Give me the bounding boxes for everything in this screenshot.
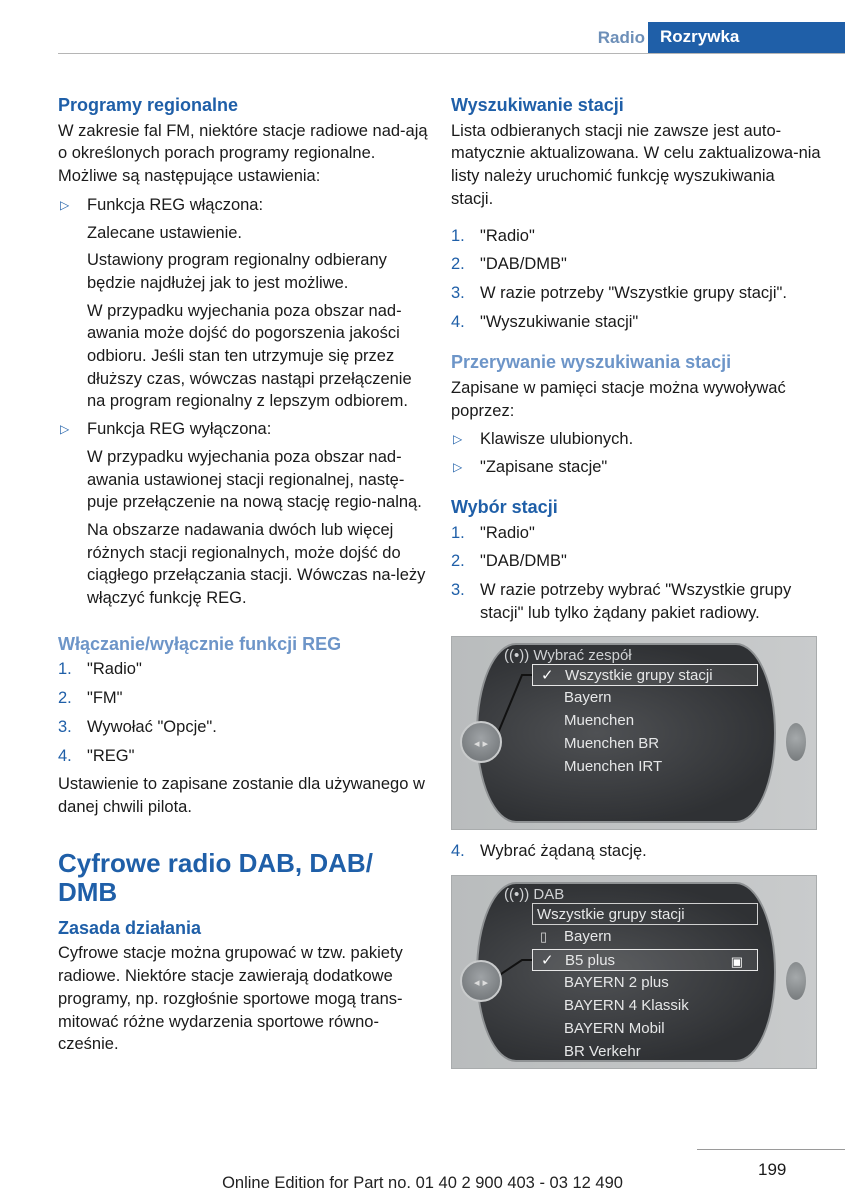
step-item: 2. "DAB/DMB"	[451, 255, 567, 274]
menu-item[interactable]: Muenchen	[564, 712, 635, 730]
sub-paragraph: W przypadku wyjechania poza obszar nad-awania ustawionej stacji regionalnej, nastę-puje przełączenie na nową stację regio-nalną.	[87, 447, 422, 512]
heading-search: Wyszukiwanie stacji	[451, 95, 624, 115]
side-knob-icon	[784, 960, 808, 1002]
bullet-item: ▷ Klawisze ulubionych.	[451, 428, 821, 451]
left-column	[58, 90, 428, 1062]
screen-title: ((•)) DAB	[504, 886, 565, 904]
triangle-bullet-icon: ▷	[453, 460, 463, 475]
menu-item[interactable]: ▯ Bayern	[540, 928, 612, 946]
bullet-item: ▷ "Zapisane stacje"	[451, 456, 821, 479]
heading-regional: Programy regionalne	[58, 95, 239, 115]
callout-line	[452, 637, 817, 830]
idrive-screenshot-ensemble	[451, 636, 817, 830]
menu-item[interactable]: BR Verkehr	[564, 1043, 641, 1061]
page-number-rule	[697, 1149, 845, 1150]
header-rule	[58, 53, 845, 54]
menu-item[interactable]: BAYERN Mobil	[564, 1020, 665, 1038]
triangle-bullet-icon: ▷	[60, 197, 70, 212]
step-item: 3. W razie potrzeby wybrać "Wszystkie grupy stacji" lub tylko żądany pakiet radiowy.	[451, 580, 792, 622]
menu-item-selected[interactable]: ✓ B5 plus ▣	[532, 949, 758, 971]
radio-signal-icon: ((•))	[504, 886, 530, 904]
paragraph: Lista odbieranych stacji nie zawsze jest auto-matycznie aktualizowana. W celu zaktualizowa-nia listy należy uruchomić funkcję wyszukiwania stacji.	[451, 121, 821, 208]
triangle-bullet-icon: ▷	[60, 422, 70, 437]
sub-paragraph: Na obszarze nadawania dwóch lub więcej różnych stacji regionalnych, może dojść do ciągłego przełączania stacji. Wówczas na-leży włączyć funkcję REG.	[87, 520, 426, 608]
right-column	[451, 90, 821, 1079]
page-number: 199	[758, 1160, 787, 1179]
step-item: 4. Wybrać żądaną stację.	[451, 842, 647, 861]
running-header-section: Radio	[597, 28, 645, 47]
idrive-screenshot-dab	[451, 875, 817, 1069]
step-item: 2. "DAB/DMB"	[451, 552, 567, 571]
check-icon: ✓	[541, 667, 554, 685]
triangle-bullet-icon: ▷	[453, 432, 463, 447]
bullet-item: ▷ Funkcja REG włączona:	[58, 194, 428, 217]
paragraph: Cyfrowe stacje można grupować w tzw. pakiety radiowe. Niektóre stacje zawierają dodatkowe programy, np. rozgłośnie sportowe mogą trans-mitować różne wydarzenia sportowe równo-cześnie.	[58, 944, 403, 1054]
paragraph: Zapisane w pamięci stacje można wywoływać poprzez:	[451, 379, 786, 420]
running-header-chapter: Rozrywka	[648, 22, 845, 53]
controller-knob-icon: ◂ ▸	[460, 960, 502, 1002]
folder-icon: ▯	[540, 929, 548, 945]
menu-item[interactable]: Bayern	[564, 689, 612, 707]
step-item: 1. "Radio"	[58, 660, 142, 679]
steps-list	[58, 658, 428, 767]
step-item: 2. "FM"	[58, 689, 123, 708]
sub-paragraph: Ustawiony program regionalny odbierany będzie najdłużej jak to jest możliwe.	[87, 251, 387, 292]
slideshow-icon: ▣	[730, 954, 743, 970]
controller-knob-icon: ◂ ▸	[460, 721, 502, 763]
step-item: 3. W razie potrzeby "Wszystkie grupy stacji".	[451, 283, 787, 302]
sub-paragraph: W przypadku wyjechania poza obszar nad-awania może dojść do pogorszenia jakości odbioru. Jeśli stan ten utrzymuje się przez dłuższy czas, wówczas nastąpi przełączenie na program regionalny z lepszym odbiorem.	[87, 301, 412, 411]
menu-item[interactable]: Muenchen BR	[564, 735, 660, 753]
menu-item-selected[interactable]: ✓ Wszystkie grupy stacji	[532, 664, 758, 686]
step-item: 3. Wywołać "Opcje".	[58, 717, 217, 736]
paragraph: W zakresie fal FM, niektóre stacje radiowe nad-ają o określonych porach programy regionalne. Możliwe są następujące ustawienia:	[58, 121, 428, 186]
step-item: 4. "REG"	[58, 746, 135, 765]
group-header[interactable]: Wszystkie grupy stacji	[532, 903, 758, 925]
radio-signal-icon: ((•))	[504, 647, 530, 665]
bullet-item: ▷ Funkcja REG wyłączona:	[58, 418, 428, 441]
paragraph: Ustawienie to zapisane zostanie dla używanego w danej chwili pilota.	[58, 775, 425, 816]
menu-item[interactable]: Muenchen IRT	[564, 758, 663, 776]
menu-item[interactable]: BAYERN 4 Klassik	[564, 997, 689, 1015]
heading-select: Wybór stacji	[451, 496, 558, 517]
sub-paragraph: Zalecane ustawienie.	[87, 223, 243, 242]
callout-line	[452, 876, 817, 1069]
heading-reg-toggle: Włączanie/wyłącznie funkcji REG	[58, 633, 342, 654]
heading-dab: Cyfrowe radio DAB, DAB/ DMB	[58, 847, 373, 907]
screen-title: ((•)) Wybrać zespół	[504, 647, 632, 665]
step-item: 4. "Wyszukiwanie stacji"	[451, 312, 639, 331]
menu-item[interactable]: BAYERN 2 plus	[564, 974, 669, 992]
check-icon: ✓	[541, 952, 554, 970]
heading-interrupt: Przerywanie wyszukiwania stacji	[451, 352, 732, 373]
step-item: 1. "Radio"	[451, 226, 535, 245]
footer-edition: Online Edition for Part no. 01 40 2 900 403 - 03 12 490	[222, 1174, 623, 1192]
heading-principle: Zasada działania	[58, 917, 202, 938]
step-item: 1. "Radio"	[451, 523, 535, 542]
